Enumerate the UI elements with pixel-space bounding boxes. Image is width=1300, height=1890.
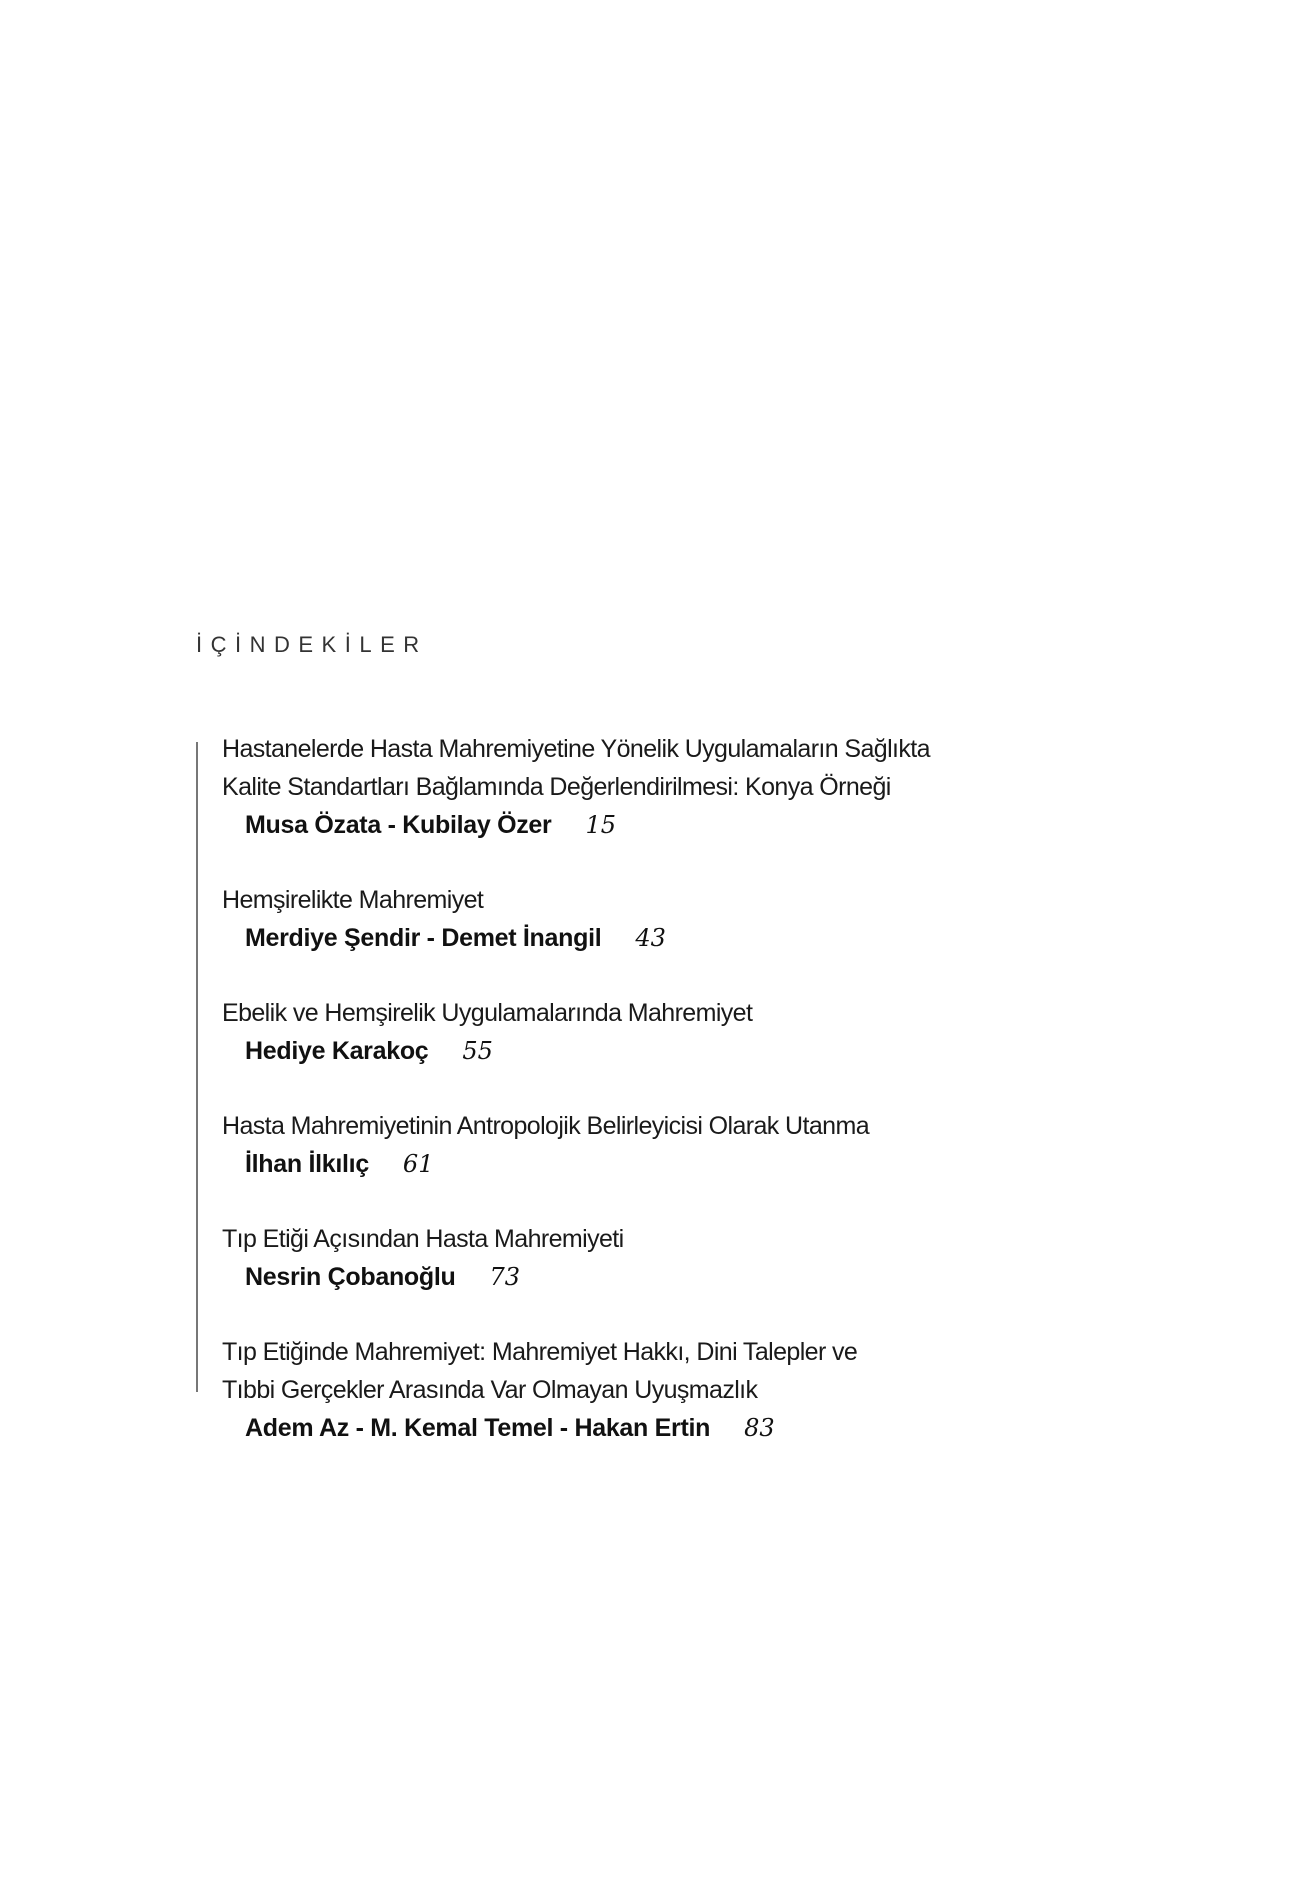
toc-heading: İÇİNDEKİLER bbox=[196, 632, 428, 657]
toc-list bbox=[222, 730, 1222, 1484]
toc-entry-authors: Hediye Karakoç bbox=[245, 1037, 429, 1065]
toc-entry-page-number: 43 bbox=[635, 924, 666, 952]
toc-entry-meta bbox=[222, 806, 1222, 848]
toc-entry-title-line: Tıbbi Gerçekler Arasında Var Olmayan Uyuşmazlık bbox=[222, 1376, 758, 1404]
toc-entry-page-number: 55 bbox=[462, 1037, 493, 1065]
toc-entry-authors: İlhan İlkılıç bbox=[245, 1150, 369, 1178]
toc-entry-meta bbox=[222, 919, 1222, 961]
toc-entry-title-line: Hastanelerde Hasta Mahremiyetine Yönelik Uygulamaların Sağlıkta bbox=[222, 735, 930, 763]
toc-entry-title-line: Hemşirelikte Mahremiyet bbox=[222, 886, 484, 914]
toc-entry-authors: Musa Özata - Kubilay Özer bbox=[245, 811, 552, 839]
toc-entry bbox=[222, 1107, 1222, 1187]
toc-entry-meta bbox=[222, 1145, 1222, 1187]
toc-entry-authors: Adem Az - M. Kemal Temel - Hakan Ertin bbox=[245, 1414, 711, 1442]
toc-entry-page-number: 73 bbox=[489, 1263, 521, 1291]
toc-entry-title-line: Ebelik ve Hemşirelik Uygulamalarında Mahremiyet bbox=[222, 999, 753, 1027]
toc-entry bbox=[222, 994, 1222, 1074]
toc-entry bbox=[222, 881, 1222, 961]
toc-entry-title-line: Hasta Mahremiyetinin Antropolojik Belirleyicisi Olarak Utanma bbox=[222, 1112, 869, 1140]
toc-entry-authors: Merdiye Şendir - Demet İnangil bbox=[245, 924, 602, 952]
toc-entry-page-number: 83 bbox=[744, 1414, 775, 1442]
toc-entry bbox=[222, 1333, 1222, 1451]
toc-entry-meta bbox=[222, 1032, 1222, 1074]
toc-entry-title-line: Kalite Standartları Bağlamında Değerlendirilmesi: Konya Örneği bbox=[222, 773, 891, 801]
toc-entry-page-number: 61 bbox=[402, 1150, 434, 1178]
toc-entry-title-line: Tıp Etiğinde Mahremiyet: Mahremiyet Hakkı, Dini Talepler ve bbox=[222, 1338, 858, 1366]
toc-entry-meta bbox=[222, 1409, 1222, 1451]
toc-entry bbox=[222, 730, 1222, 848]
toc-entry bbox=[222, 1220, 1222, 1300]
toc-entry-meta bbox=[222, 1258, 1222, 1300]
toc-vertical-rule bbox=[196, 742, 198, 1392]
toc-entry-page-number: 15 bbox=[585, 811, 617, 839]
toc-entry-title-line: Tıp Etiği Açısından Hasta Mahremiyeti bbox=[222, 1225, 624, 1253]
toc-entry-authors: Nesrin Çobanoğlu bbox=[245, 1263, 456, 1291]
